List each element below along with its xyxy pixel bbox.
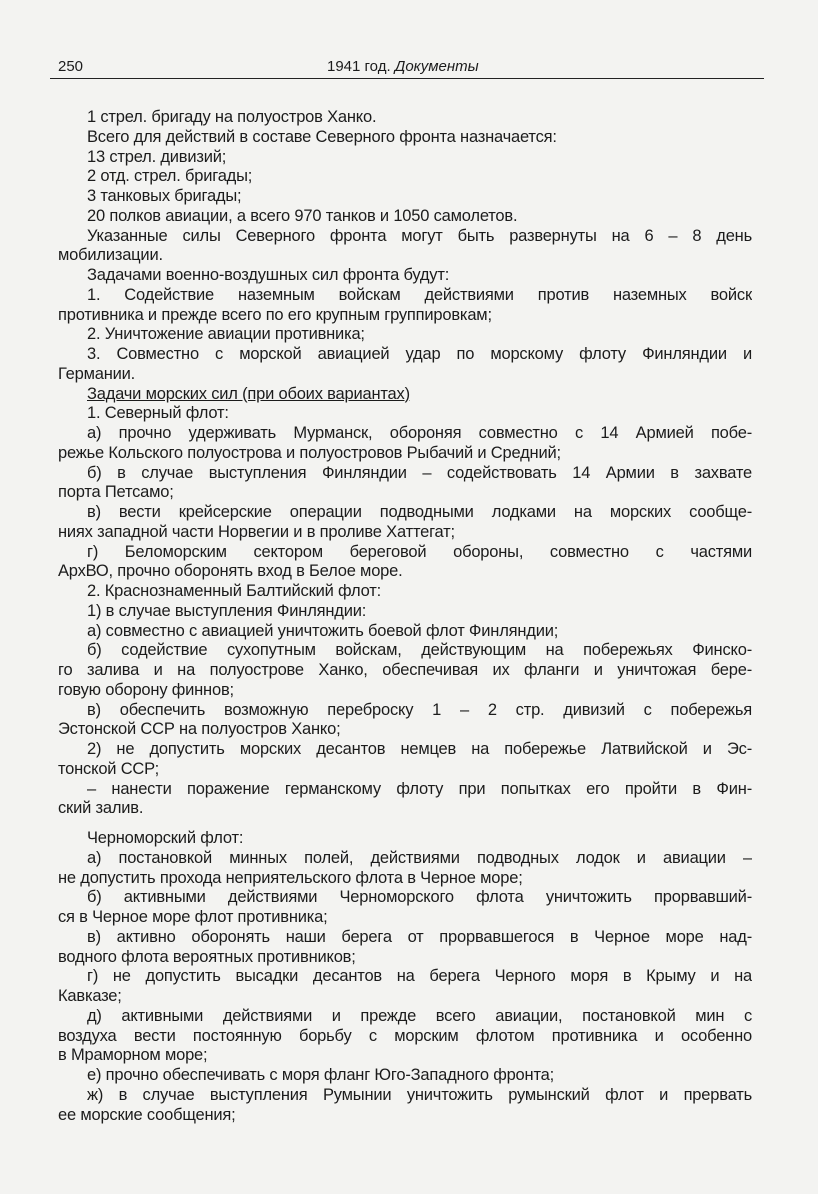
header-rule (50, 78, 764, 79)
text-line-content: 2. Краснознаменный Балтийский флот: (87, 582, 382, 600)
text-line (58, 720, 752, 740)
paragraph (58, 286, 752, 326)
text-line-content: тонской ССР; (58, 759, 159, 778)
text-line (58, 740, 752, 760)
text-line (58, 1066, 752, 1086)
text-line-content: режье Кольского полуострова и полуостровов Рыбачий и Средний; (58, 443, 561, 462)
text-line (58, 928, 752, 948)
text-line-content: г) не допустить высадки десантов на берега Черного моря в Крыму и на (87, 967, 752, 986)
text-line (58, 148, 752, 168)
text-line (58, 780, 752, 800)
paragraph (58, 108, 752, 128)
text-line (58, 246, 752, 266)
text-line-content: говую оборону финнов; (58, 680, 234, 699)
text-line (58, 325, 752, 345)
text-line-content: Черноморский флот: (87, 829, 244, 847)
text-line-content: б) в случае выступления Финляндии – содействовать 14 Армии в захвате (87, 463, 752, 482)
paragraph (58, 266, 752, 286)
text-line (58, 187, 752, 207)
text-line (58, 128, 752, 148)
text-line-content: мобилизации. (58, 246, 163, 265)
paragraph (58, 582, 752, 602)
text-line (58, 444, 752, 464)
running-header (56, 58, 764, 78)
paragraph (58, 928, 752, 968)
text-line-content: Указанные силы Северного фронта могут быть развернуты на 6 – 8 день (87, 226, 752, 245)
paragraph (58, 227, 752, 267)
text-line-content: Задачи морских сил (при обоих вариантах) (87, 384, 410, 403)
paragraph (58, 503, 752, 543)
text-line (58, 207, 752, 227)
text-line-content: 1) в случае выступления Финляндии: (87, 601, 367, 620)
text-line (58, 167, 752, 187)
text-line-content: в Мраморном море; (58, 1046, 208, 1065)
paragraph (58, 622, 752, 642)
paragraph (58, 849, 752, 889)
text-line (58, 108, 752, 128)
section-heading (58, 385, 752, 405)
text-line-content: 1. Содействие наземным войскам действиями против наземных войск (87, 285, 752, 304)
text-line-content: а) постановкой минных полей, действиями подводных лодок и авиации – (87, 848, 752, 867)
text-line (58, 661, 752, 681)
text-line (58, 483, 752, 503)
text-line (58, 908, 752, 928)
text-line-content: 2. Уничтожение авиации противника; (87, 325, 365, 344)
text-line-content: порта Петсамо; (58, 483, 174, 502)
text-line-content: ее морские сообщения; (58, 1105, 236, 1124)
text-line-content: – нанести поражение германскому флоту при попытках его пройти в Фин- (87, 779, 752, 798)
text-line (58, 760, 752, 780)
text-line (58, 1046, 752, 1066)
text-line (58, 1106, 752, 1126)
text-line-content: 3. Совместно с морской авиацией удар по морскому флоту Финляндии и (87, 345, 752, 363)
text-line-content: а) совместно с авиацией уничтожить боевой флот Финляндии; (87, 621, 559, 640)
text-line (58, 464, 752, 484)
text-line-content: д) активными действиями и прежде всего авиации, постановкой мин с (87, 1006, 752, 1025)
paragraph (58, 207, 752, 227)
text-line-content: не допустить прохода неприятельского флота в Черное море; (58, 868, 523, 887)
text-line (58, 888, 752, 908)
paragraph (58, 543, 752, 583)
text-line-content: ж) в случае выступления Румынии уничтожить румынский флот и прервать (87, 1085, 752, 1104)
text-line-content: а) прочно удерживать Мурманск, обороняя совместно с 14 Армией побе- (87, 424, 752, 442)
text-line (58, 948, 752, 968)
running-title-italic: Документы (394, 58, 479, 75)
text-line (58, 849, 752, 869)
paragraph (58, 187, 752, 207)
text-line (58, 266, 752, 286)
text-line (58, 1027, 752, 1047)
paragraph (58, 1066, 752, 1086)
text-line (58, 345, 752, 365)
text-line-content: 3 танковых бригады; (87, 187, 242, 205)
text-line (58, 641, 752, 661)
document-body (58, 108, 752, 1125)
text-line (58, 227, 752, 247)
text-line (58, 562, 752, 582)
paragraph (58, 148, 752, 168)
text-line (58, 602, 752, 622)
text-line-content: 1 стрел. бригаду на полуостров Ханко. (87, 108, 377, 126)
text-line-content: воздуха вести постоянную борьбу с морским флотом противника и особенно (58, 1026, 752, 1045)
text-line-content: ниях западной части Норвегии и в проливе Хаттегат; (58, 522, 455, 541)
text-line-content: ский залив. (58, 799, 144, 818)
text-line (58, 701, 752, 721)
text-line (58, 1007, 752, 1027)
paragraph (58, 780, 752, 820)
text-line-content: е) прочно обеспечивать с моря фланг Юго-Западного фронта; (87, 1066, 554, 1084)
text-line-content: Германии. (58, 364, 136, 383)
text-line-content: в) активно оборонять наши берега от прорвавшегося в Черное море над- (87, 927, 752, 946)
text-line-content: ся в Черное море флот противника; (58, 908, 328, 926)
text-line (58, 582, 752, 602)
paragraph (58, 829, 752, 849)
text-line-content: г) Беломорским сектором береговой обороны, совместно с частями (87, 542, 752, 561)
running-title-year: 1941 год. (327, 58, 395, 75)
text-line-content: в) вести крейсерские операции подводными лодками на морских сообще- (87, 503, 752, 521)
text-line-content: 2 отд. стрел. бригады; (87, 167, 253, 186)
paragraph (58, 967, 752, 1007)
text-line-content: в) обеспечить возможную переброску 1 – 2 стр. дивизий с побережья (87, 700, 752, 719)
text-line (58, 365, 752, 385)
text-line-content: Эстонской ССР на полуостров Ханко; (58, 720, 341, 739)
text-line-content: го залива и на полуострове Ханко, обеспечивая их фланги и уничтожая бере- (58, 661, 752, 679)
text-line (58, 829, 752, 849)
text-line (58, 523, 752, 543)
text-line-content: б) активными действиями Черноморского флота уничтожить прорвавший- (87, 888, 752, 907)
text-line-content: АрхВО, прочно оборонять вход в Белое море. (58, 562, 403, 581)
text-line-content: 1. Северный флот: (87, 404, 229, 423)
paragraph (58, 602, 752, 622)
text-line (58, 424, 752, 444)
text-line-content: б) содействие сухопутным войскам, действующим на побережьях Финско- (87, 641, 752, 660)
text-line (58, 967, 752, 987)
text-line (58, 869, 752, 889)
paragraph (58, 641, 752, 700)
text-line-content: Задачами военно-воздушных сил фронта будут: (87, 266, 450, 284)
text-line (58, 286, 752, 306)
running-title (327, 58, 479, 75)
paragraph (58, 404, 752, 424)
paragraph (58, 1086, 752, 1126)
paragraph (58, 128, 752, 148)
text-line-content: 20 полков авиации, а всего 970 танков и 1050 самолетов. (87, 206, 518, 225)
text-line (58, 799, 752, 819)
text-line-content: противника и прежде всего по его крупным группировкам; (58, 305, 492, 324)
text-line (58, 543, 752, 563)
text-line-content: Всего для действий в составе Северного фронта назначается: (87, 127, 557, 146)
text-line-content: водного флота вероятных противников; (58, 947, 356, 966)
text-line (58, 987, 752, 1007)
paragraph (58, 701, 752, 741)
text-line (58, 404, 752, 424)
text-line-content: 2) не допустить морских десантов немцев на побережье Латвийской и Эс- (87, 740, 752, 758)
text-line (58, 622, 752, 642)
page-number: 250 (58, 58, 84, 75)
paragraph (58, 888, 752, 928)
paragraph (58, 464, 752, 504)
text-line-content: Кавказе; (58, 987, 122, 1005)
paragraph (58, 1007, 752, 1066)
paragraph (58, 424, 752, 464)
paragraph (58, 325, 752, 345)
paragraph (58, 167, 752, 187)
text-line (58, 1086, 752, 1106)
text-line (58, 385, 752, 405)
text-line (58, 681, 752, 701)
text-line-content: 13 стрел. дивизий; (87, 147, 227, 166)
paragraph (58, 740, 752, 780)
text-line (58, 503, 752, 523)
paragraph (58, 345, 752, 385)
text-line (58, 306, 752, 326)
